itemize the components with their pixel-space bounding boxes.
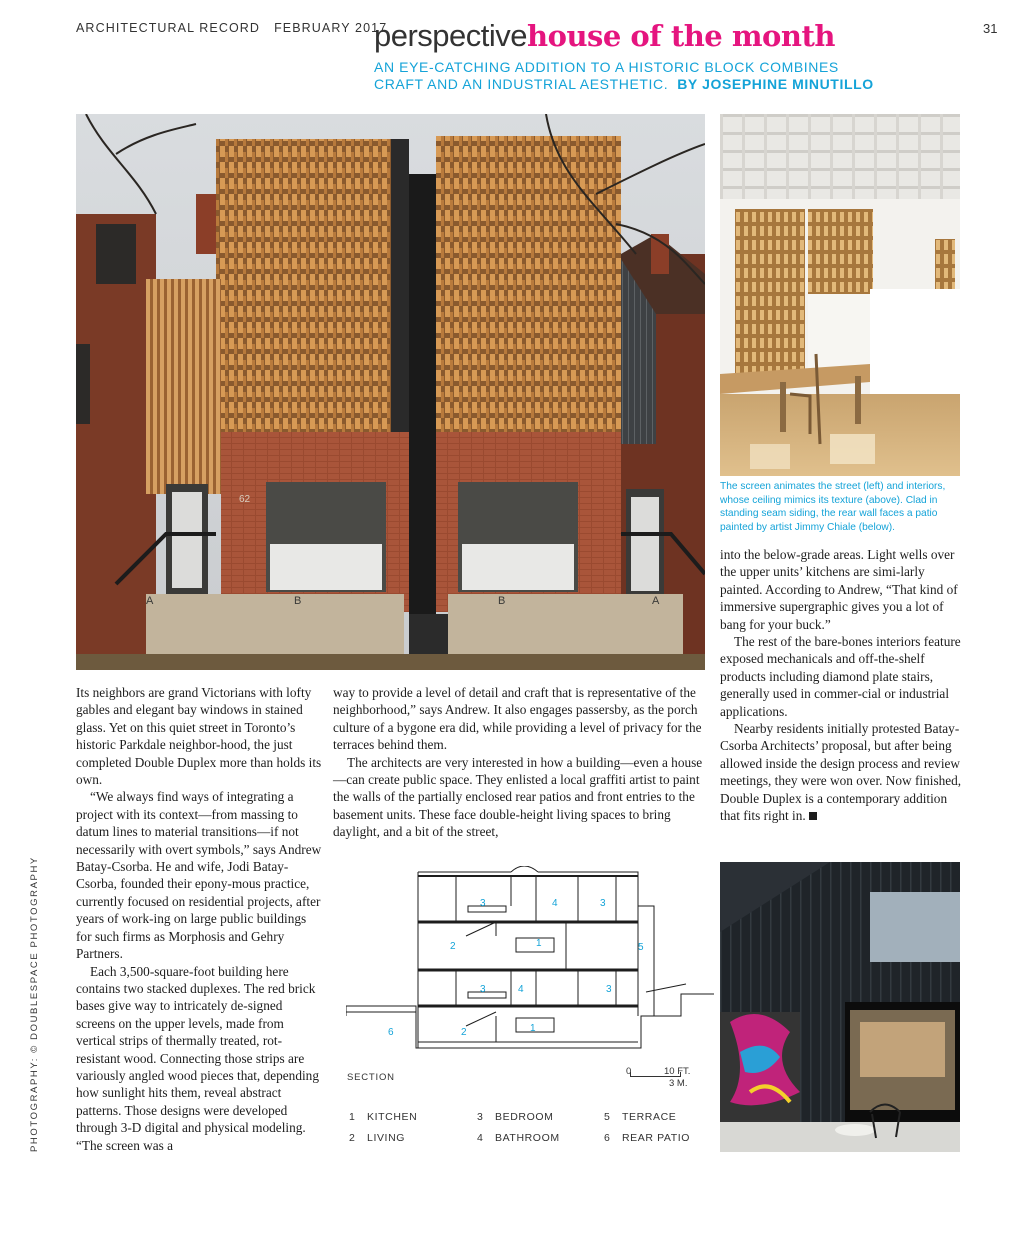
paragraph: Each 3,500-square-foot building here contains two stacked duplexes. The red brick bases give way to intricately de-signed screens on the upper levels, made from vertical strips of thermally treated, rot-resistant wood. Connecting those strips are variously angled wood pieces that, depending how sunlight hits them, reveal abstract patterns. Those designs were developed through 3-D digital and physical modeling. “The screen was a — [76, 963, 319, 1153]
photo-credit: PHOTOGRAPHY: © DOUBLESPACE PHOTOGRAPHY — [29, 856, 40, 1152]
unit-label-a-left: A — [146, 595, 154, 607]
room-number: 2 — [450, 941, 456, 952]
page-number: 31 — [983, 21, 998, 36]
room-number: 4 — [518, 984, 524, 995]
scale-tick — [630, 1072, 631, 1077]
body-column-1 — [76, 684, 324, 1154]
article-deck — [374, 59, 934, 93]
legend-label: LIVING — [367, 1132, 406, 1144]
interior-photo — [720, 114, 960, 476]
legend-item — [604, 1111, 676, 1123]
paragraph: Its neighbors are grand Victorians with lofty gables and elegant bay windows in stained glass. Yet on this quiet street in Toronto’s historic Parkdale neighbor-hood, the just completed Double Duplex more than holds its own. — [76, 685, 322, 788]
legend-item — [477, 1111, 553, 1123]
drawing-label: SECTION — [347, 1072, 395, 1083]
paragraph: into the below-grade areas. Light wells over the upper units’ kitchens are simi-larly painted. According to Andrew, “That kind of immersive supergraphic gives you a lot of bang for your buck.” — [720, 547, 958, 632]
facade-photo — [76, 114, 705, 670]
scale-tick — [680, 1072, 681, 1077]
paragraph-last — [720, 720, 964, 824]
legend-label: REAR PATIO — [622, 1132, 691, 1144]
patio-photo — [720, 862, 960, 1152]
body-column-3 — [720, 546, 964, 825]
legend-num: 4 — [477, 1132, 484, 1144]
legend-num: 1 — [349, 1111, 356, 1123]
byline: BY JOSEPHINE MINUTILLO — [677, 76, 874, 92]
legend-label: KITCHEN — [367, 1111, 418, 1123]
room-number: 6 — [388, 1027, 394, 1038]
publication-name: ARCHITECTURAL RECORD — [76, 21, 261, 35]
section-title-light: perspective — [374, 18, 528, 53]
photo-caption: The screen animates the street (left) and interiors, whose ceiling mimics its texture (above). Clad in standing seam siding, the rear wall faces a patio painted by artist Jimmy Chiale (below). — [720, 481, 946, 533]
scale-zero: 0 — [626, 1066, 632, 1077]
unit-label-b-right: B — [498, 595, 506, 607]
scale-feet: 10 FT. — [664, 1066, 691, 1077]
paragraph: The rest of the bare-bones interiors feature exposed mechanicals and off-the-shelf products including diamond plate stairs, generally used in commer-cial or industrial applications. — [720, 634, 961, 719]
body-column-2 — [333, 684, 707, 841]
paragraph: The architects are very interested in how a building—even a house—can create public space. They enlisted a local graffiti artist to paint the walls of the partially enclosed rear patios and front entries to the basement units. These face double-height living spaces to bring daylight, and a bit of the street, — [333, 754, 703, 840]
legend-label: BEDROOM — [495, 1111, 554, 1123]
legend-num: 3 — [477, 1111, 484, 1123]
section-title — [374, 16, 835, 62]
legend-item — [349, 1111, 417, 1123]
room-number: 3 — [480, 984, 486, 995]
legend-label: TERRACE — [622, 1111, 677, 1123]
running-header — [76, 21, 387, 35]
house-number: 62 — [239, 494, 251, 505]
legend-num: 2 — [349, 1132, 356, 1144]
scale-bar — [626, 1066, 706, 1090]
unit-label-b-left: B — [294, 595, 302, 607]
scale-meters: 3 M. — [669, 1078, 688, 1089]
legend-item — [604, 1132, 690, 1144]
legend-item — [477, 1132, 560, 1144]
issue-date: FEBRUARY 2017 — [274, 21, 388, 35]
room-number: 3 — [606, 984, 612, 995]
deck-line-2: CRAFT AND AN INDUSTRIAL AESTHETIC. — [374, 76, 669, 92]
legend-num: 5 — [604, 1111, 611, 1123]
room-number: 3 — [480, 898, 486, 909]
legend-num: 6 — [604, 1132, 611, 1144]
room-number: 1 — [530, 1023, 536, 1034]
legend-label: BATHROOM — [495, 1132, 560, 1144]
paragraph: way to provide a level of detail and craft that is representative of the neighborhood,” says Andrew. It also engages passersby, as the porch culture of a bygone era did, while providing a level of privacy for the terraces behind them. — [333, 685, 702, 753]
deck-line-1: AN EYE-CATCHING ADDITION TO A HISTORIC BLOCK COMBINES — [374, 59, 839, 75]
room-number: 2 — [461, 1027, 467, 1038]
end-mark-icon — [809, 812, 817, 820]
section-drawing — [346, 866, 714, 1066]
room-number: 5 — [638, 942, 644, 953]
room-number: 4 — [552, 898, 558, 909]
legend-item — [349, 1132, 405, 1144]
paragraph-text: Nearby residents initially protested Batay-Csorba Architects’ proposal, but after being allowed inside the design process and review meetings, they were won over. Now finished, Double Duplex is a contemporary addition that fits right in. — [720, 721, 962, 824]
scale-line — [630, 1076, 680, 1077]
paragraph: “We always find ways of integrating a project with its context—from massing to datum lines to material transitions—if not necessarily with overt symbols,” says Andrew Batay-Csorba. He and wife, Jodi Batay-Csorba, founded their epony-mous practice, currently focused on residential projects, after years of work-ing on large public buildings for such firms as Morphosis and Gehry Partners. — [76, 789, 322, 962]
room-number: 1 — [536, 938, 542, 949]
unit-label-a-right: A — [652, 595, 660, 607]
room-number: 3 — [600, 898, 606, 909]
section-title-bold: house of the month — [527, 19, 835, 53]
